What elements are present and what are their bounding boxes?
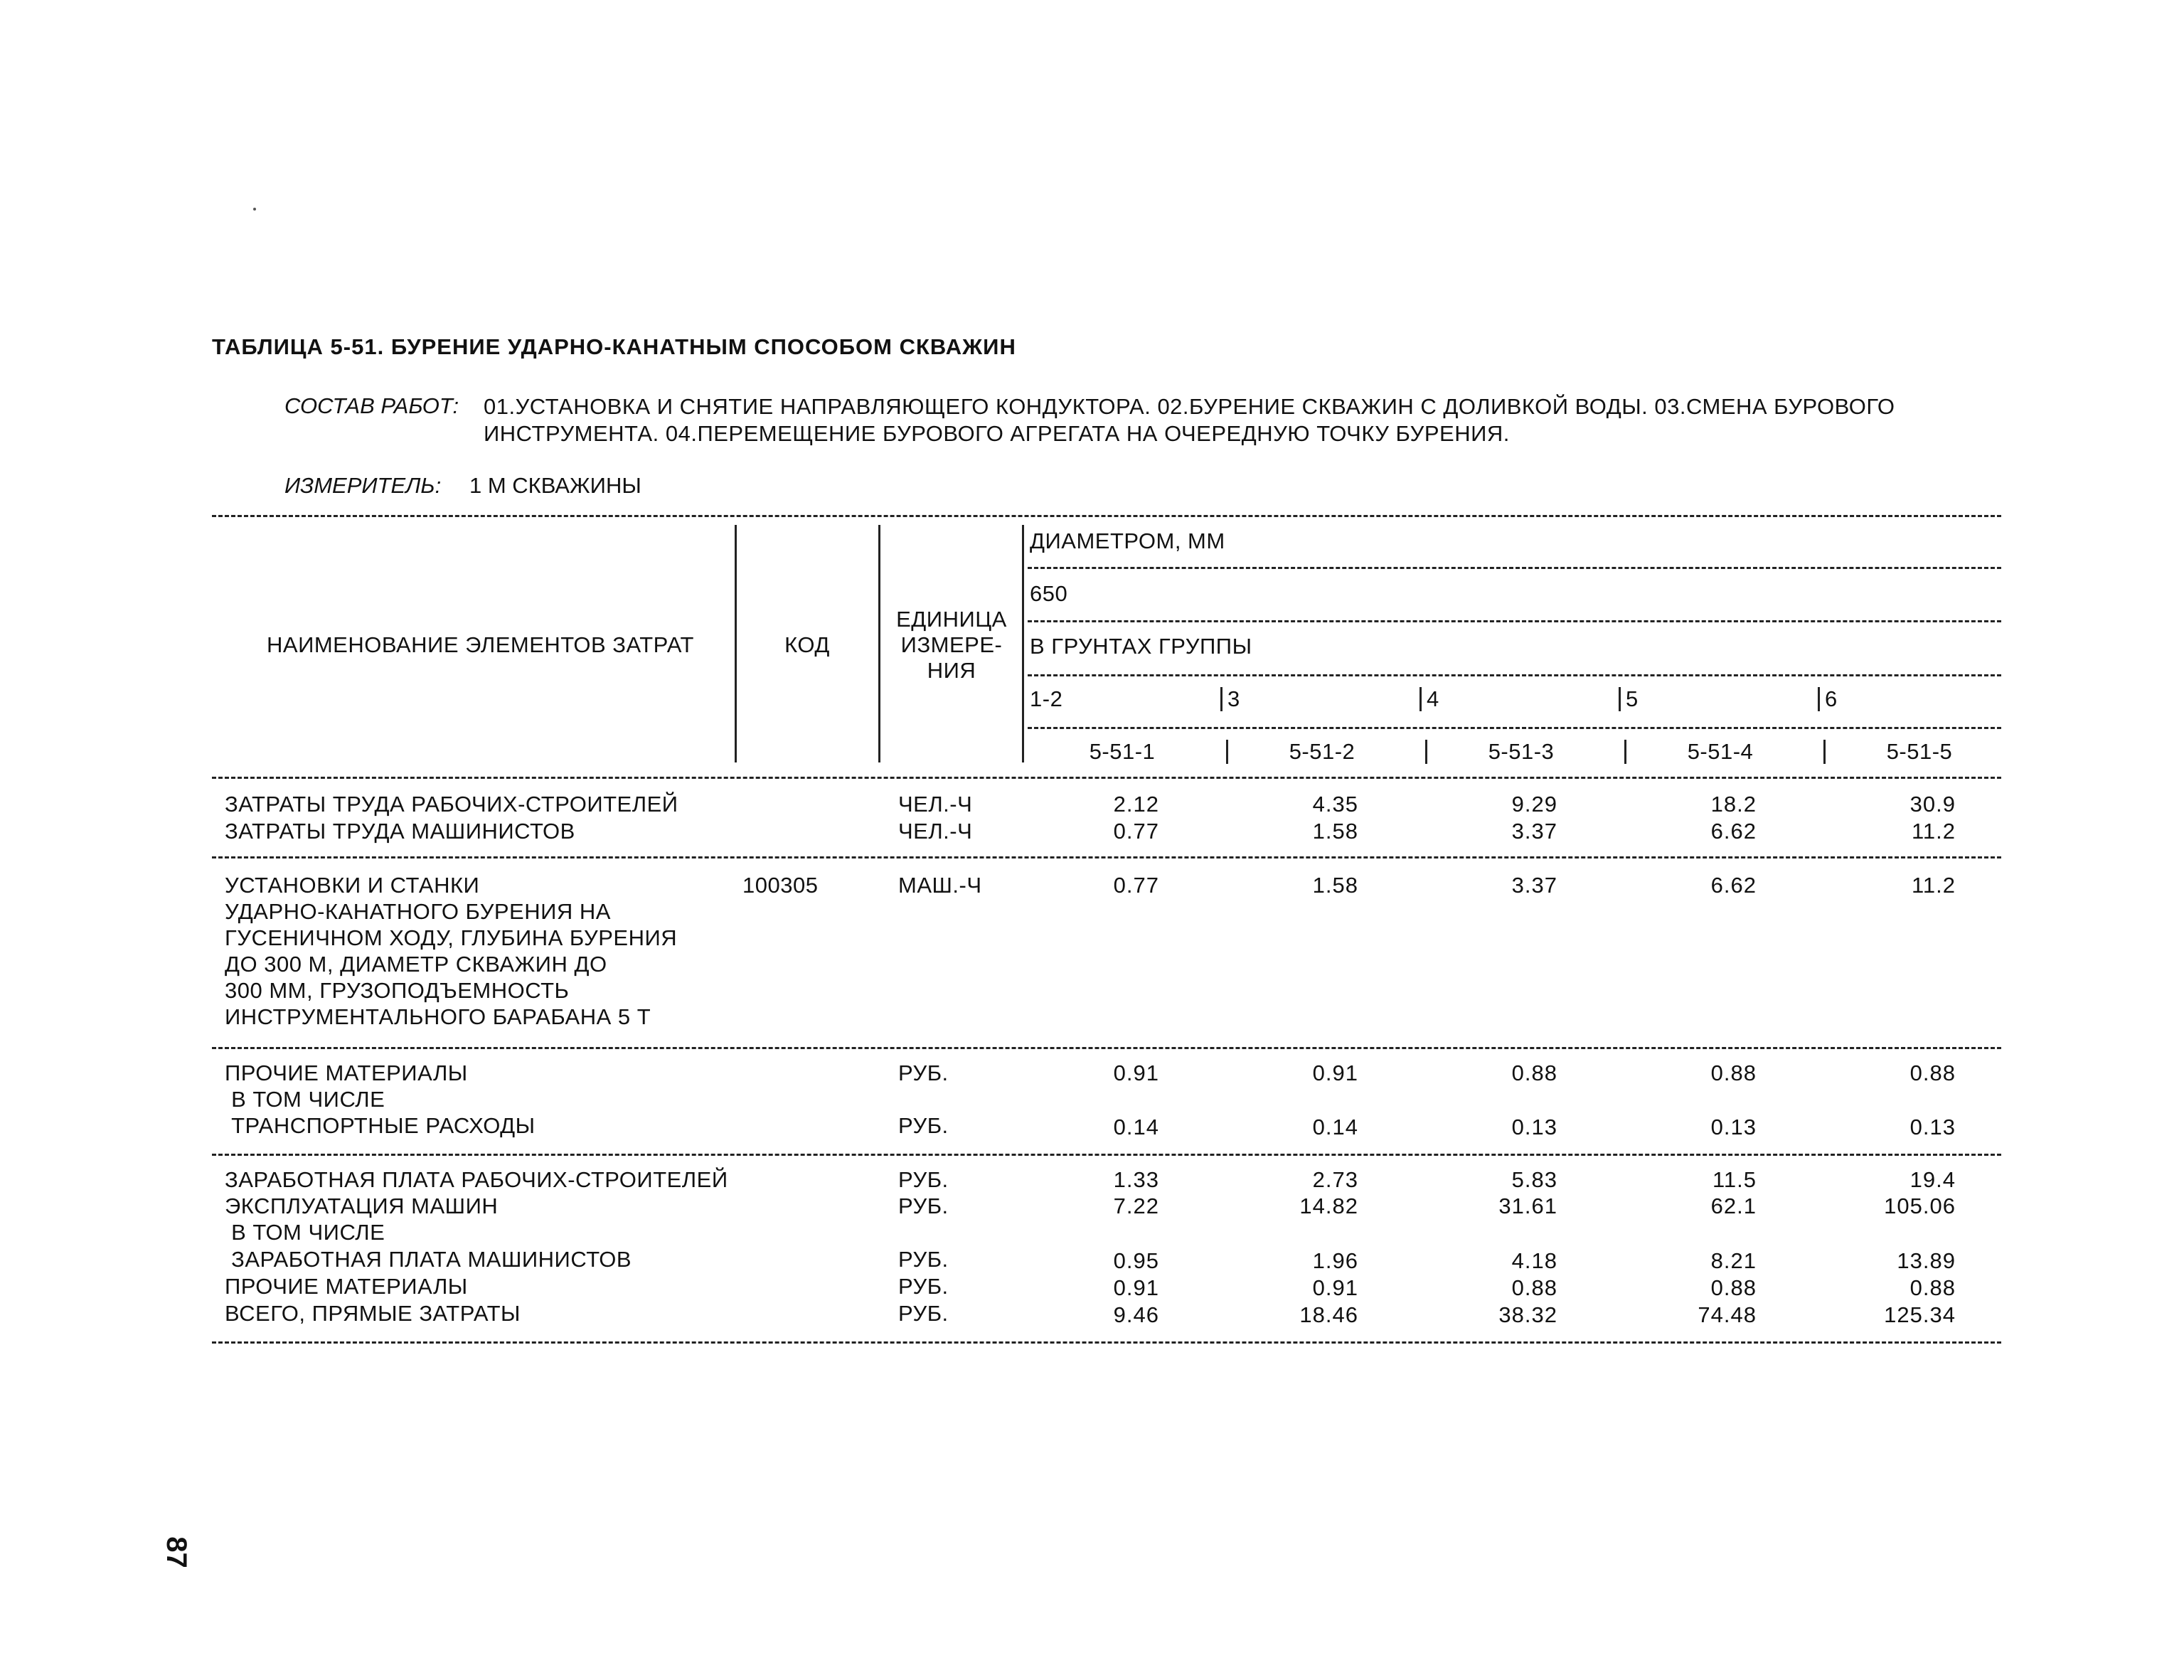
header-subrule-4: [1028, 727, 2001, 729]
costs-row-2-val-5: 105.06: [1884, 1193, 1956, 1218]
materials-row-1-val-5: 0.88: [1909, 1060, 1956, 1085]
header-divider-2: [878, 525, 880, 762]
header-subrule-3: [1028, 674, 2001, 676]
composition-label: СОСТАВ РАБОТ:: [284, 393, 459, 418]
measure-value: 1 М СКВАЖИНЫ: [469, 473, 641, 498]
costs-row-5-val-4: 0.88: [1710, 1275, 1757, 1300]
costs-row-4-val-2: 1.96: [1312, 1248, 1358, 1273]
machines-name-line-1: УСТАНОВКИ И СТАНКИ: [225, 873, 480, 898]
table-bottom-rule: [212, 1341, 2001, 1344]
labor-row-2-val-1: 0.77: [1113, 819, 1159, 844]
labor-row-1-val-4: 18.2: [1710, 792, 1757, 817]
header-divider-1: [735, 525, 737, 762]
machines-name-line-4: ДО 300 М, ДИАМЕТР СКВАЖИН ДО: [225, 952, 607, 977]
costs-row-1-unit: РУБ.: [898, 1167, 949, 1192]
materials-row-3-unit: РУБ.: [898, 1113, 949, 1138]
machines-code: 100305: [742, 873, 819, 898]
page-number: 87: [160, 1536, 192, 1568]
costs-row-4-val-5: 13.89: [1897, 1248, 1956, 1273]
code-tick-2: [1226, 740, 1228, 764]
costs-row-6-val-5: 125.34: [1884, 1302, 1956, 1327]
header-subrule-2: [1028, 620, 2001, 622]
machines-name-line-2: УДАРНО-КАНАТНОГО БУРЕНИЯ НА: [225, 899, 611, 924]
costs-row-6-val-4: 74.48: [1698, 1302, 1757, 1327]
header-subrule-1: [1028, 567, 2001, 569]
costs-row-4-unit: РУБ.: [898, 1247, 949, 1272]
labor-row-2-unit: ЧЕЛ.-Ч: [898, 819, 973, 844]
labor-row-2-name: ЗАТРАТЫ ТРУДА МАШИНИСТОВ: [225, 819, 575, 844]
header-group-4: 5: [1626, 686, 1639, 711]
costs-row-5-val-1: 0.91: [1113, 1275, 1159, 1300]
header-soil-group: В ГРУНТАХ ГРУППЫ: [1030, 634, 1252, 659]
machines-val-3: 3.37: [1511, 873, 1557, 898]
materials-section-rule: [212, 1154, 2001, 1156]
costs-row-2-val-2: 14.82: [1299, 1193, 1358, 1218]
costs-row-5-val-3: 0.88: [1511, 1275, 1557, 1300]
header-group-1: 1-2: [1030, 686, 1063, 711]
labor-row-1-val-1: 2.12: [1113, 792, 1159, 817]
materials-row-1-val-1: 0.91: [1113, 1060, 1159, 1085]
costs-row-1-val-5: 19.4: [1909, 1167, 1956, 1192]
machines-val-5: 11.2: [1911, 873, 1956, 898]
costs-row-6-unit: РУБ.: [898, 1301, 949, 1326]
header-unit-col-2: ИЗМЕРЕ-: [900, 632, 1003, 657]
header-divider-3: [1022, 525, 1024, 762]
costs-row-1-val-3: 5.83: [1511, 1167, 1557, 1192]
measure-label: ИЗМЕРИТЕЛЬ:: [284, 473, 442, 498]
header-diameter-value: 650: [1030, 581, 1068, 606]
group-tick-5: [1818, 687, 1820, 711]
costs-row-1-val-2: 2.73: [1312, 1167, 1358, 1192]
materials-row-3-val-5: 0.13: [1909, 1115, 1956, 1139]
header-unit-col-1: ЕДИНИЦА: [896, 607, 1007, 632]
group-tick-2: [1220, 687, 1222, 711]
costs-row-5-unit: РУБ.: [898, 1274, 949, 1299]
materials-row-2-name: В ТОМ ЧИСЛЕ: [225, 1087, 385, 1112]
labor-row-1-val-3: 9.29: [1511, 792, 1557, 817]
labor-section-rule: [212, 856, 2001, 858]
labor-row-1-val-2: 4.35: [1312, 792, 1358, 817]
costs-row-2-unit: РУБ.: [898, 1193, 949, 1218]
costs-row-1-name: ЗАРАБОТНАЯ ПЛАТА РАБОЧИХ-СТРОИТЕЛЕЙ: [225, 1167, 728, 1192]
costs-row-5-val-2: 0.91: [1312, 1275, 1358, 1300]
header-group-5: 6: [1825, 686, 1838, 711]
costs-row-6-val-2: 18.46: [1299, 1302, 1358, 1327]
machines-val-4: 6.62: [1710, 873, 1757, 898]
machines-section-rule: [212, 1047, 2001, 1049]
header-name-col: НАИМЕНОВАНИЕ ЭЛЕМЕНТОВ ЗАТРАТ: [267, 632, 694, 657]
materials-row-3-val-1: 0.14: [1113, 1115, 1159, 1139]
materials-row-3-val-4: 0.13: [1710, 1115, 1757, 1139]
costs-row-6-name: ВСЕГО, ПРЯМЫЕ ЗАТРАТЫ: [225, 1301, 521, 1326]
header-code-3: 5-51-3: [1488, 739, 1555, 764]
code-tick-4: [1624, 740, 1626, 764]
labor-row-1-unit: ЧЕЛ.-Ч: [898, 792, 973, 817]
scan-speck: [253, 208, 256, 211]
machines-name-line-5: 300 ММ, ГРУЗОПОДЪЕМНОСТЬ: [225, 978, 570, 1003]
code-tick-3: [1425, 740, 1427, 764]
labor-row-2-val-5: 11.2: [1911, 819, 1956, 844]
table-title: ТАБЛИЦА 5-51. БУРЕНИЕ УДАРНО-КАНАТНЫМ СПОСОБОМ СКВАЖИН: [212, 334, 1016, 359]
costs-row-4-val-3: 4.18: [1511, 1248, 1557, 1273]
machines-val-1: 0.77: [1113, 873, 1159, 898]
materials-row-3-val-2: 0.14: [1312, 1115, 1358, 1139]
costs-row-2-val-3: 31.61: [1498, 1193, 1557, 1218]
labor-row-1-name: ЗАТРАТЫ ТРУДА РАБОЧИХ-СТРОИТЕЛЕЙ: [225, 792, 678, 817]
group-tick-3: [1419, 687, 1422, 711]
labor-row-2-val-3: 3.37: [1511, 819, 1557, 844]
composition-text: [484, 393, 1963, 447]
costs-row-6-val-1: 9.46: [1113, 1302, 1159, 1327]
header-code-2: 5-51-2: [1289, 739, 1355, 764]
header-code-5: 5-51-5: [1886, 739, 1953, 764]
materials-row-3-val-3: 0.13: [1511, 1115, 1557, 1139]
materials-row-1-val-3: 0.88: [1511, 1060, 1557, 1085]
costs-row-1-val-4: 11.5: [1712, 1167, 1757, 1192]
costs-row-4-val-1: 0.95: [1113, 1248, 1159, 1273]
header-code-1: 5-51-1: [1089, 739, 1156, 764]
labor-row-2-val-2: 1.58: [1312, 819, 1358, 844]
materials-row-1-val-2: 0.91: [1312, 1060, 1358, 1085]
header-group-2: 3: [1227, 686, 1240, 711]
materials-row-1-unit: РУБ.: [898, 1060, 949, 1085]
costs-row-5-name: ПРОЧИЕ МАТЕРИАЛЫ: [225, 1274, 468, 1299]
composition-line-2: ИНСТРУМЕНТА. 04.ПЕРЕМЕЩЕНИЕ БУРОВОГО АГРЕГАТА НА ОЧЕРЕДНУЮ ТОЧКУ БУРЕНИЯ.: [484, 421, 1510, 446]
materials-row-3-name: ТРАНСПОРТНЫЕ РАСХОДЫ: [225, 1113, 536, 1138]
costs-row-1-val-1: 1.33: [1113, 1167, 1159, 1192]
costs-row-4-val-4: 8.21: [1710, 1248, 1757, 1273]
machines-val-2: 1.58: [1312, 873, 1358, 898]
header-code-4: 5-51-4: [1687, 739, 1754, 764]
composition-line-1: 01.УСТАНОВКА И СНЯТИЕ НАПРАВЛЯЮЩЕГО КОНДУКТОРА. 02.БУРЕНИЕ СКВАЖИН С ДОЛИВКОЙ ВОДЫ. 03.СМЕНА БУРОВОГО: [484, 394, 1895, 419]
group-tick-4: [1619, 687, 1621, 711]
materials-row-1-val-4: 0.88: [1710, 1060, 1757, 1085]
labor-row-2-val-4: 6.62: [1710, 819, 1757, 844]
header-diameter: ДИАМЕТРОМ, ММ: [1030, 528, 1225, 553]
machines-name-line-6: ИНСТРУМЕНТАЛЬНОГО БАРАБАНА 5 Т: [225, 1004, 651, 1029]
header-group-3: 4: [1427, 686, 1439, 711]
costs-row-3-name: В ТОМ ЧИСЛЕ: [225, 1220, 385, 1245]
costs-row-2-val-1: 7.22: [1113, 1193, 1159, 1218]
header-code-col: КОД: [784, 632, 830, 657]
machines-name-line-3: ГУСЕНИЧНОМ ХОДУ, ГЛУБИНА БУРЕНИЯ: [225, 925, 678, 950]
machines-unit: МАШ.-Ч: [898, 873, 982, 898]
costs-row-2-val-4: 62.1: [1710, 1193, 1757, 1218]
table-top-rule: [212, 515, 2001, 517]
costs-row-4-name: ЗАРАБОТНАЯ ПЛАТА МАШИНИСТОВ: [225, 1247, 632, 1272]
labor-row-1-val-5: 30.9: [1909, 792, 1956, 817]
costs-row-2-name: ЭКСПЛУАТАЦИЯ МАШИН: [225, 1193, 499, 1218]
costs-row-5-val-5: 0.88: [1909, 1275, 1956, 1300]
header-bottom-rule: [212, 777, 2001, 779]
code-tick-5: [1823, 740, 1826, 764]
header-unit-col-3: НИЯ: [927, 658, 976, 683]
materials-row-1-name: ПРОЧИЕ МАТЕРИАЛЫ: [225, 1060, 468, 1085]
costs-row-6-val-3: 38.32: [1498, 1302, 1557, 1327]
